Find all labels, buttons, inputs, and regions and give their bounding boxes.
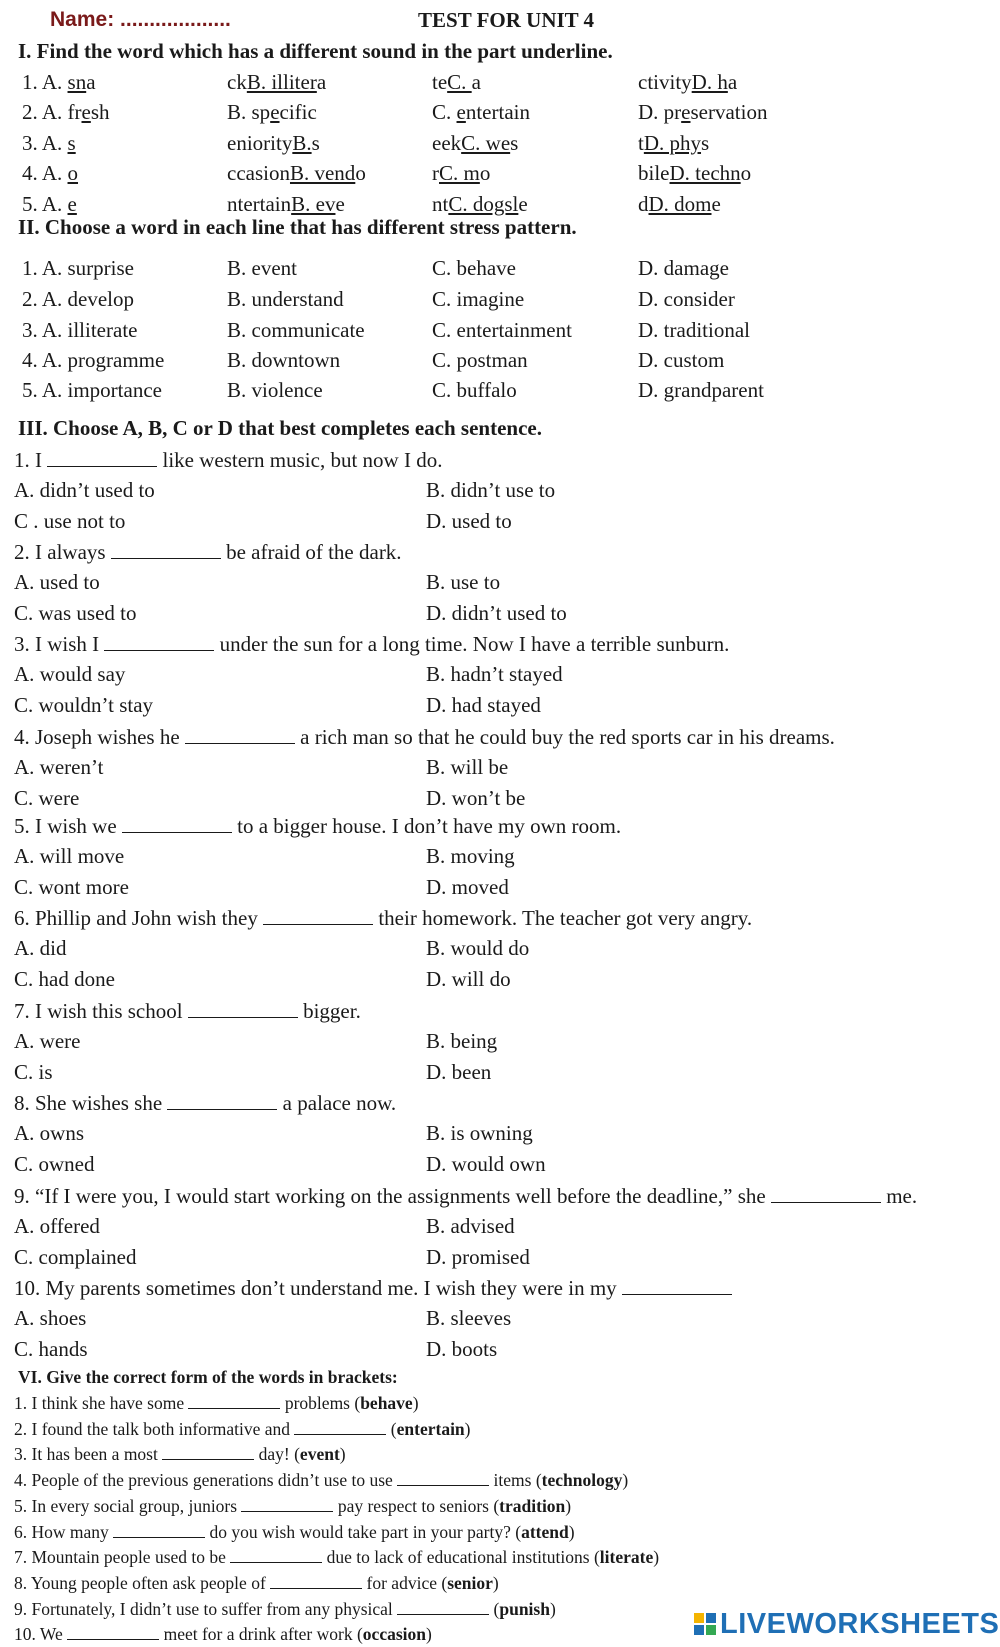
word-form-question: [14, 1493, 571, 1519]
word-part: e: [711, 192, 721, 216]
word-part: a: [86, 70, 96, 94]
word-part: eek: [432, 131, 462, 155]
word-part: B. sp: [227, 100, 271, 124]
option-line: [0, 841, 1000, 872]
word-part: 1. A.: [22, 70, 68, 94]
question-stem: 2. I always: [14, 540, 111, 564]
underlined-letter: C. m: [439, 161, 480, 185]
question-tail: meet for a drink after work (: [159, 1624, 363, 1645]
question-stem: 3. It has been a most: [14, 1444, 163, 1465]
word-part: r: [432, 161, 439, 185]
question-stem: 9. Fortunately, I didn’t use to suffer from any physical: [14, 1598, 398, 1619]
section-2-heading: II. Choose a word in each line that has different stress pattern.: [18, 215, 577, 239]
underlined-letter: o: [67, 161, 79, 185]
answer-option-b[interactable]: B. moving: [426, 844, 515, 868]
answer-blank[interactable]: [167, 1087, 277, 1110]
word-part: 5. A.: [22, 192, 68, 216]
question-stem: 5. I wish we: [14, 814, 122, 838]
answer-blank[interactable]: [122, 810, 232, 833]
answer-blank[interactable]: [397, 1467, 489, 1486]
question-tail: problems (: [280, 1393, 361, 1413]
option-cell: [22, 67, 96, 98]
answer-blank[interactable]: [113, 1519, 205, 1538]
answer-option-c[interactable]: C. had done: [14, 967, 115, 991]
word-form-question: [14, 1390, 419, 1416]
word-part: e: [518, 192, 528, 216]
option-cell: C. entertainment: [432, 318, 572, 342]
answer-blank[interactable]: [111, 536, 221, 559]
question-stem: 8. Young people often ask people of: [14, 1572, 271, 1593]
underlined-letter: e: [681, 100, 691, 124]
answer-blank[interactable]: [47, 444, 157, 467]
word-part: a: [316, 70, 327, 94]
list-item: [0, 1519, 1000, 1545]
table-row: [0, 345, 1000, 376]
question-stem: 9. “If I were you, I would start working on the assignments well before the deadline,” she: [14, 1184, 771, 1208]
option-line: [0, 1334, 1000, 1365]
word-part: ntertain: [227, 192, 292, 216]
table-row: [0, 284, 1000, 315]
answer-blank[interactable]: [162, 1441, 254, 1460]
option-cell: [227, 158, 366, 189]
option-line: [0, 567, 1000, 598]
underlined-letter: C. we: [461, 131, 511, 155]
word-form-question: [14, 1621, 432, 1647]
answer-blank[interactable]: [397, 1596, 489, 1615]
root-word: punish: [499, 1598, 550, 1619]
word-part: d: [638, 192, 649, 216]
word-form-question: [14, 1467, 628, 1493]
question-stem: 6. How many: [14, 1521, 114, 1542]
question-stem: 2. I found the talk both informative and: [14, 1418, 295, 1439]
word-part: 4. A.: [22, 161, 68, 185]
question-tail: a palace now.: [277, 1091, 397, 1115]
word-part: e: [335, 192, 345, 216]
question-text: [14, 810, 621, 842]
answer-option-c[interactable]: C. wont more: [14, 875, 129, 899]
answer-option-d[interactable]: D. won’t be: [426, 786, 526, 810]
option-cell: C. imagine: [432, 287, 525, 311]
table-row: [0, 253, 1000, 284]
option-cell: D. grandparent: [638, 378, 764, 402]
option-cell: B. communicate: [227, 318, 365, 342]
question-line: [0, 810, 1000, 841]
question-stem: 3. I wish I: [14, 632, 105, 656]
closing-bracket: ): [653, 1547, 660, 1568]
question-stem: 10. My parents sometimes don’t understand me. I wish they were in my: [14, 1276, 622, 1300]
word-part: s: [701, 131, 710, 155]
option-cell: D. damage: [638, 256, 729, 280]
list-item: [0, 1467, 1000, 1493]
option-cell: 5. A. importance: [22, 378, 162, 402]
word-form-question: [14, 1570, 499, 1596]
word-part: ntertain: [465, 100, 530, 124]
question-text: [14, 995, 361, 1027]
question-tail: under the sun for a long time. Now I have a terrible sunburn.: [214, 632, 730, 656]
option-line: [0, 872, 1000, 903]
answer-option-c[interactable]: C. was used to: [14, 601, 137, 625]
question-line: [0, 902, 1000, 933]
closing-bracket: ): [412, 1393, 419, 1413]
liveworksheets-logo: [694, 1608, 999, 1641]
underlined-letter: e: [67, 192, 77, 216]
word-part: nt: [432, 192, 449, 216]
word-form-question: [14, 1441, 346, 1467]
option-line: [0, 659, 1000, 690]
answer-blank[interactable]: [188, 1390, 280, 1409]
list-item: [0, 1441, 1000, 1467]
option-line: [0, 506, 1000, 537]
answer-blank[interactable]: [263, 902, 373, 925]
option-cell: C. behave: [432, 256, 516, 280]
answer-option-b[interactable]: B. is owning: [426, 1121, 533, 1145]
table-row: [0, 67, 1000, 98]
question-stem: 7. Mountain people used to be: [14, 1547, 231, 1568]
root-word: senior: [447, 1572, 493, 1593]
question-tail: (: [489, 1598, 500, 1619]
word-part: o: [740, 161, 752, 185]
word-part: eniority: [227, 131, 293, 155]
question-tail: their homework. The teacher got very angry.: [373, 906, 753, 930]
table-row: [0, 375, 1000, 406]
list-item: [0, 1544, 1000, 1570]
question-tail: do you wish would take part in your party? (: [205, 1521, 522, 1542]
answer-option-d[interactable]: D. didn’t used to: [426, 601, 567, 625]
closing-bracket: ): [492, 1572, 499, 1593]
underlined-letter: B. vend: [289, 161, 356, 185]
answer-option-c[interactable]: C. is: [14, 1060, 53, 1084]
table-row: [0, 315, 1000, 346]
answer-option-b[interactable]: B. didn’t use to: [426, 478, 556, 502]
word-part: s: [311, 131, 320, 155]
option-cell: [22, 128, 76, 159]
question-stem: 1. I think she have some: [14, 1393, 189, 1413]
question-tail: pay respect to seniors (: [333, 1495, 500, 1516]
question-tail: to a bigger house. I don’t have my own room.: [231, 814, 622, 838]
option-line: [0, 690, 1000, 721]
list-item: [0, 1390, 1000, 1416]
question-tail: be afraid of the dark.: [220, 540, 402, 564]
answer-blank[interactable]: [294, 1416, 386, 1435]
page-title: TEST FOR UNIT 4: [418, 8, 595, 32]
question-tail: items (: [489, 1470, 542, 1491]
option-cell: [638, 158, 751, 189]
root-word: occasion: [362, 1624, 426, 1645]
underlined-letter: s: [67, 131, 76, 155]
answer-option-d[interactable]: D. boots: [426, 1337, 498, 1361]
word-form-question: [14, 1544, 659, 1570]
underlined-letter: e: [270, 100, 280, 124]
option-cell: B. event: [227, 256, 297, 280]
closing-bracket: ): [339, 1444, 346, 1465]
option-cell: [432, 158, 490, 189]
root-word: behave: [360, 1393, 413, 1413]
answer-option-c[interactable]: C. were: [14, 786, 80, 810]
option-line: [0, 475, 1000, 506]
question-tail: bigger.: [297, 999, 361, 1023]
option-cell: [432, 128, 518, 159]
answer-option-d[interactable]: D. promised: [426, 1245, 530, 1269]
list-item: [0, 1570, 1000, 1596]
closing-bracket: ): [464, 1418, 471, 1439]
option-cell: D. custom: [638, 348, 725, 372]
question-stem: 4. Joseph wishes he: [14, 725, 185, 749]
underlined-letter: D. h: [691, 70, 728, 94]
question-tail: due to lack of educational institutions (: [322, 1547, 600, 1568]
word-part: cific: [279, 100, 317, 124]
question-tail: me.: [880, 1184, 918, 1208]
option-line: [0, 1242, 1000, 1273]
option-line: [0, 1303, 1000, 1334]
answer-option-a[interactable]: A. will move: [14, 844, 125, 868]
word-form-question: [14, 1596, 556, 1622]
question-stem: 5. In every social group, juniors: [14, 1495, 242, 1516]
list-item: [0, 1493, 1000, 1519]
answer-option-a[interactable]: A. did: [14, 936, 67, 960]
word-part: te: [432, 70, 448, 94]
answer-option-b[interactable]: B. hadn’t stayed: [426, 662, 563, 686]
answer-option-a[interactable]: A. used to: [14, 570, 100, 594]
option-cell: D. consider: [638, 287, 735, 311]
table-row: [0, 128, 1000, 159]
grid-logo-icon: [694, 1613, 716, 1635]
answer-option-d[interactable]: D. will do: [426, 967, 511, 991]
option-cell: B. understand: [227, 287, 344, 311]
table-row: [0, 158, 1000, 189]
answer-option-b[interactable]: B. advised: [426, 1214, 515, 1238]
option-cell: [227, 67, 326, 98]
root-word: event: [299, 1444, 340, 1465]
answer-blank[interactable]: [270, 1570, 362, 1589]
option-line: [0, 752, 1000, 783]
option-cell: [227, 128, 320, 159]
answer-blank[interactable]: [622, 1272, 732, 1295]
option-cell: C. postman: [432, 348, 528, 372]
underlined-letter: C. dogsl: [448, 192, 519, 216]
word-part: 3. A.: [22, 131, 68, 155]
answer-option-a[interactable]: A. would say: [14, 662, 126, 686]
option-line: [0, 1149, 1000, 1180]
answer-blank[interactable]: [104, 628, 214, 651]
option-cell: 2. A. develop: [22, 287, 134, 311]
question-line: [0, 1180, 1000, 1211]
table-row: [0, 97, 1000, 128]
word-part: ccasion: [227, 161, 290, 185]
option-cell: B. downtown: [227, 348, 341, 372]
answer-blank[interactable]: [241, 1493, 333, 1512]
option-line: [0, 598, 1000, 629]
answer-option-c[interactable]: C. complained: [14, 1245, 137, 1269]
word-form-question: [14, 1519, 575, 1545]
question-line: [0, 995, 1000, 1026]
option-cell: 4. A. programme: [22, 348, 165, 372]
answer-option-a[interactable]: A. didn’t used to: [14, 478, 155, 502]
section-1-heading: I. Find the word which has a different sound in the part underline.: [18, 39, 613, 63]
word-part: a: [471, 70, 481, 94]
question-tail: day! (: [254, 1444, 300, 1465]
closing-bracket: ): [568, 1521, 575, 1542]
word-part: 2. A. fr: [22, 100, 82, 124]
closing-bracket: ): [549, 1598, 556, 1619]
question-stem: 1. I: [14, 448, 48, 472]
answer-option-c[interactable]: C . use not to: [14, 509, 126, 533]
underlined-letter: D. techn: [669, 161, 741, 185]
option-cell: 3. A. illiterate: [22, 318, 138, 342]
answer-option-a[interactable]: A. weren’t: [14, 755, 104, 779]
answer-option-a[interactable]: A. owns: [14, 1121, 85, 1145]
answer-option-a[interactable]: A. were: [14, 1029, 81, 1053]
closing-bracket: ): [622, 1470, 629, 1491]
option-cell: D. traditional: [638, 318, 750, 342]
word-part: ctivity: [638, 70, 692, 94]
answer-option-b[interactable]: B. sleeves: [426, 1306, 512, 1330]
underlined-letter: B.: [292, 131, 312, 155]
underlined-letter: C.: [447, 70, 472, 94]
question-line: [0, 1272, 1000, 1303]
question-line: [0, 1087, 1000, 1118]
answer-blank[interactable]: [230, 1544, 322, 1563]
question-stem: 8. She wishes she: [14, 1091, 168, 1115]
option-cell: [638, 189, 721, 220]
answer-option-d[interactable]: D. had stayed: [426, 693, 541, 717]
word-part: C.: [432, 100, 457, 124]
question-stem: 7. I wish this school: [14, 999, 188, 1023]
question-tail: for advice (: [362, 1572, 448, 1593]
answer-blank[interactable]: [188, 995, 298, 1018]
root-word: literate: [599, 1547, 654, 1568]
list-item: [0, 1416, 1000, 1442]
option-cell: [638, 67, 737, 98]
question-stem: 4. People of the previous generations didn’t use to use: [14, 1470, 398, 1491]
section-4-heading: VI. Give the correct form of the words in brackets:: [18, 1367, 398, 1387]
question-text: [14, 1087, 396, 1119]
option-cell: [638, 97, 767, 128]
word-part: sh: [90, 100, 110, 124]
question-text: [14, 902, 752, 934]
option-line: [0, 1211, 1000, 1242]
answer-blank[interactable]: [771, 1180, 881, 1203]
answer-option-b[interactable]: B. being: [426, 1029, 498, 1053]
underlined-letter: e: [81, 100, 91, 124]
closing-bracket: ): [426, 1624, 432, 1645]
word-part: s: [510, 131, 519, 155]
answer-option-d[interactable]: D. moved: [426, 875, 509, 899]
answer-option-a[interactable]: A. offered: [14, 1214, 100, 1238]
answer-option-d[interactable]: D. used to: [426, 509, 512, 533]
word-part: D. pr: [638, 100, 682, 124]
word-part: servation: [690, 100, 768, 124]
answer-option-a[interactable]: A. shoes: [14, 1306, 87, 1330]
question-line: [0, 628, 1000, 659]
question-text: [14, 536, 402, 568]
option-cell: B. violence: [227, 378, 323, 402]
section-3-heading: III. Choose A, B, C or D that best completes each sentence.: [18, 416, 542, 440]
logo-text: LIVEWORKSHEETS: [720, 1608, 1000, 1640]
question-text: [14, 628, 729, 660]
root-word: attend: [521, 1521, 569, 1542]
answer-blank[interactable]: [185, 721, 295, 744]
answer-option-d[interactable]: D. been: [426, 1060, 492, 1084]
root-word: tradition: [499, 1495, 566, 1516]
option-cell: [22, 97, 110, 128]
option-line: [0, 1026, 1000, 1057]
option-cell: [432, 67, 481, 98]
word-part: a: [727, 70, 738, 94]
option-line: [0, 964, 1000, 995]
question-text: [14, 444, 442, 476]
word-part: o: [355, 161, 366, 185]
root-word: entertain: [396, 1418, 465, 1439]
closing-bracket: ): [565, 1495, 572, 1516]
question-line: [0, 444, 1000, 475]
answer-option-b[interactable]: B. use to: [426, 570, 501, 594]
word-form-question: [14, 1416, 471, 1442]
underlined-letter: D. dom: [648, 192, 712, 216]
option-cell: [638, 128, 709, 159]
word-part: o: [479, 161, 491, 185]
answer-blank[interactable]: [67, 1621, 159, 1640]
answer-option-b[interactable]: B. will be: [426, 755, 509, 779]
question-tail: like western music, but now I do.: [157, 448, 443, 472]
underlined-letter: D. phy: [643, 131, 702, 155]
option-line: [0, 1057, 1000, 1088]
name-field-label: Name: ...................: [50, 8, 231, 31]
option-cell: [227, 97, 317, 128]
answer-option-d[interactable]: D. would own: [426, 1152, 546, 1176]
question-text: [14, 721, 835, 753]
option-cell: [432, 97, 530, 128]
answer-option-c[interactable]: C. wouldn’t stay: [14, 693, 154, 717]
question-tail: a rich man so that he could buy the red sports car in his dreams.: [294, 725, 835, 749]
answer-option-b[interactable]: B. would do: [426, 936, 530, 960]
option-line: [0, 1118, 1000, 1149]
underlined-letter: B. illiter: [246, 70, 317, 94]
word-part: ck: [227, 70, 247, 94]
question-text: [14, 1180, 917, 1212]
word-part: bile: [638, 161, 670, 185]
option-cell: 1. A. surprise: [22, 256, 134, 280]
option-cell: C. buffalo: [432, 378, 517, 402]
question-tail: (: [386, 1418, 397, 1439]
question-line: [0, 536, 1000, 567]
underlined-letter: sn: [67, 70, 87, 94]
root-word: technology: [541, 1470, 623, 1491]
word-part: t: [638, 131, 644, 155]
answer-option-c[interactable]: C. hands: [14, 1337, 88, 1361]
option-line: [0, 933, 1000, 964]
question-stem: 10. We: [14, 1624, 68, 1645]
question-stem: 6. Phillip and John wish they: [14, 906, 264, 930]
option-cell: [22, 158, 78, 189]
question-text: [14, 1272, 732, 1304]
question-line: [0, 721, 1000, 752]
underlined-letter: B. ev: [291, 192, 336, 216]
answer-option-c[interactable]: C. owned: [14, 1152, 95, 1176]
underlined-letter: e: [456, 100, 466, 124]
